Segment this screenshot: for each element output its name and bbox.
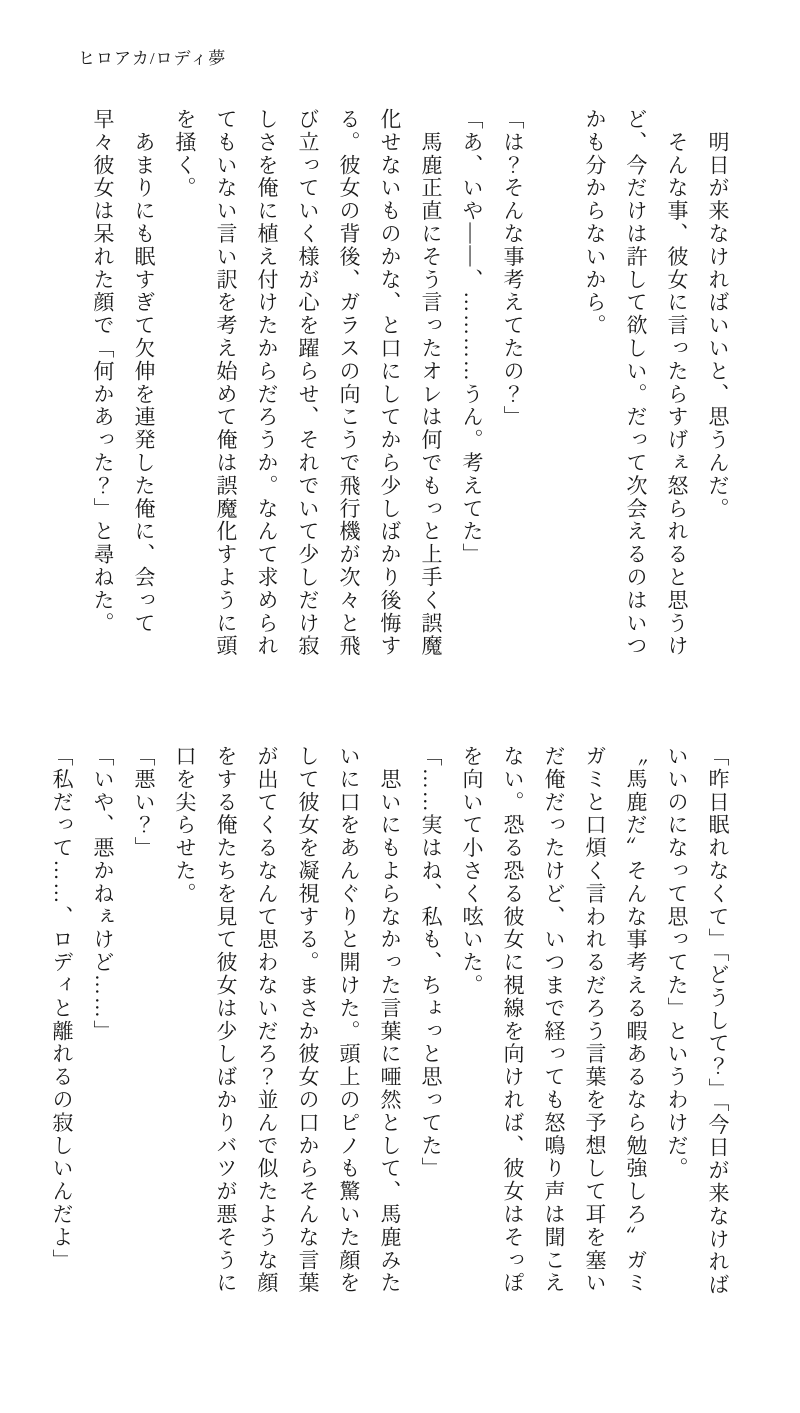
dialogue-line: 「昨日眠れなくて」「どうして？」「今日が来なければいいのになって思ってた」というわけだ。 xyxy=(665,745,730,1297)
page-header-title: ヒロアカ/ロディ夢 xyxy=(78,49,227,68)
paragraph: 馬鹿正直にそう言ったオレは何でもっと上手く誤魔化せないものかな、と口にしてから少しばかり後悔する。彼女の背後、ガラスの向こうで飛行機が次々と飛び立っていく様が心を躍らせ、それでいて少しだけ寂しさを俺に植え付けたからだろうか。なんて求められてもいない言い訳を考え始めて俺は誤魔化すように頭を掻く。 xyxy=(173,108,443,658)
dialogue-line: 「は？そんな事考えてたの？」 xyxy=(501,108,525,429)
dialogue-line: 「あ、いや――、…………うん。考えてた」 xyxy=(460,108,484,566)
vertical-text-block-1 xyxy=(82,108,738,660)
paragraph: あまりにも眠すぎて欠伸を連発した俺に、会って早々彼女は呆れた顔で「何かあった？」と尋ねた。 xyxy=(91,108,156,635)
vertical-text-block-2 xyxy=(41,745,738,1297)
dialogue-line: 「……実はね、私も、ちょっと思ってた」 xyxy=(419,745,443,1181)
dialogue-line: 「悪い？」 xyxy=(132,745,156,860)
paragraph: 思いにもよらなかった言葉に唖然として、馬鹿みたいに口をあんぐりと開けた。頭上のピノも驚いた顔をして彼女を凝視する。まさか彼女の口からそんな言葉が出てくるなんて思わないだろ？並んで似たような顔をする俺たちを見て彼女は少しばかりバツが悪そうに口を尖らせた。 xyxy=(173,745,402,1295)
paragraph: そんな事、彼女に言ったらすげぇ怒られると思うけど、今だけは許して欲しい。だって次会えるのはいつかも分からないから。 xyxy=(583,108,689,658)
paragraph: 〝馬鹿だ〟そんな事考える暇あるなら勉強しろ〟ガミガミと口煩く言われるだろう言葉を予想して耳を塞いだ俺だったけど、いつまで経っても怒鳴り声は聞こえない。恐る恐る彼女に視線を向ければ、彼女はそっぽを向いて小さく呟いた。 xyxy=(460,745,648,1295)
dialogue-line: 「いや、悪かねぇけど……」 xyxy=(91,745,115,1043)
paragraph: 明日が来なければいいと、思うんだ。 xyxy=(706,108,730,521)
blank-line xyxy=(533,108,574,660)
dialogue-line: 「私だって……、ロディと離れるの寂しいんだよ」 xyxy=(50,745,74,1272)
